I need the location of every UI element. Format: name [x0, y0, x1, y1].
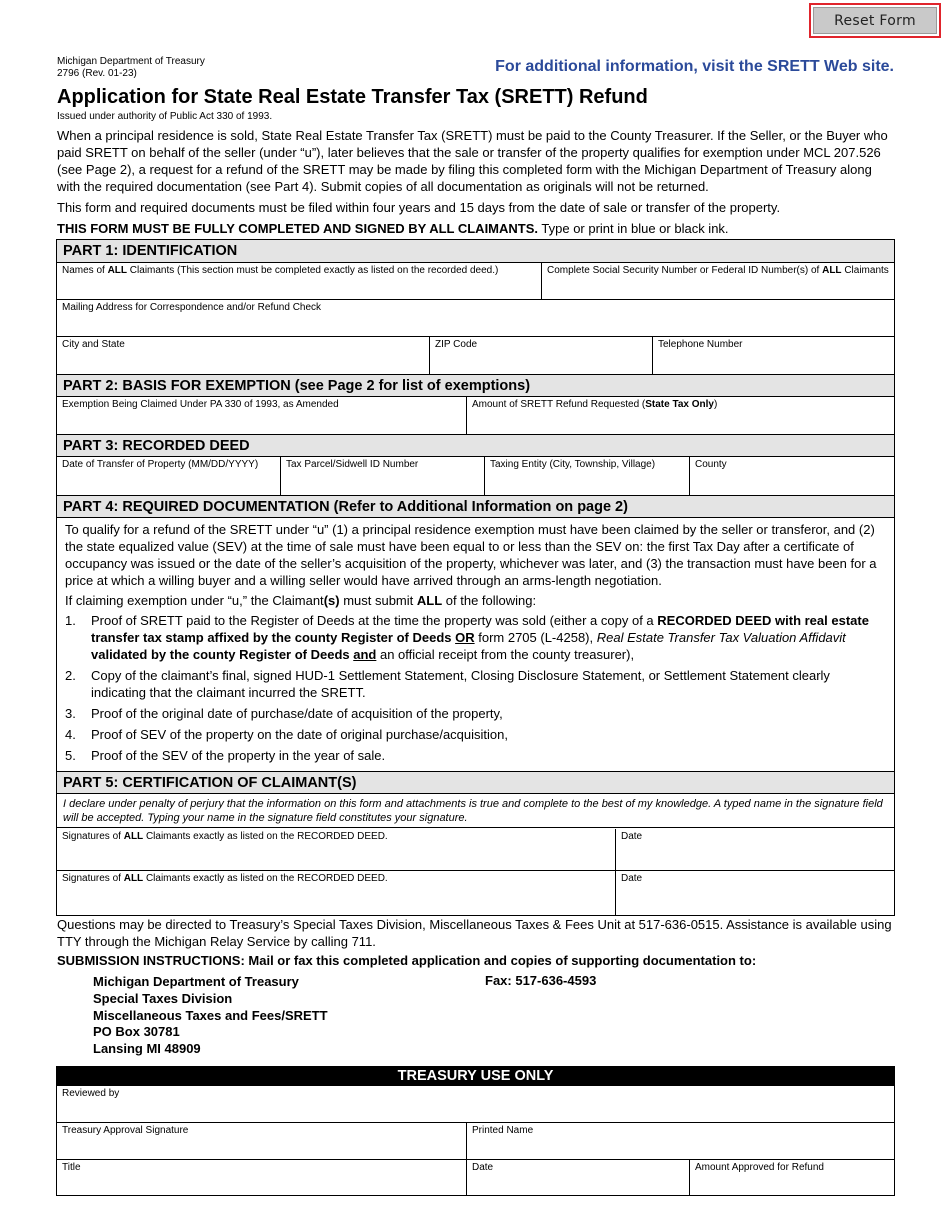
- taxing-entity-field[interactable]: [485, 457, 690, 495]
- deadline-text: This form and required documents must be filed within four years and 15 days from the date of sale or transfer of the property.: [57, 200, 781, 215]
- approval-signature-label: Treasury Approval Signature: [62, 1125, 189, 1136]
- list-item: [65, 667, 886, 701]
- list-item: [65, 726, 886, 743]
- title-field[interactable]: [57, 1160, 467, 1195]
- application-form: [56, 239, 895, 916]
- perjury-declaration: I declare under penalty of perjury that the information on this form and attachments is true and complete to the best of my knowledge. A typed name in the signature field will be accepted. Typing your name in the signature field constitutes your signature.: [57, 795, 894, 828]
- treasury-use-header: TREASURY USE ONLY: [57, 1067, 894, 1086]
- list-item: [65, 747, 886, 764]
- list-item-number: 3.: [65, 706, 76, 721]
- claim-bold: (s): [323, 593, 340, 608]
- item1-or: OR: [455, 630, 475, 645]
- refund-amount-field[interactable]: [467, 397, 894, 434]
- fax-number: Fax: 517-636-4593: [485, 973, 597, 988]
- item1-affidavit: Real Estate Transfer Tax Valuation Affidavit: [596, 630, 846, 645]
- list-item: [65, 612, 886, 663]
- claim-post: of the following:: [442, 593, 537, 608]
- city-state-field[interactable]: [57, 337, 430, 374]
- questions-contact: Questions may be directed to Treasury’s Special Taxes Division, Miscellaneous Taxes & Fees Unit at 517-636-0515. Assistance is available using TTY through the Michigan Relay Service by calling 711.: [57, 917, 892, 949]
- approval-date-label: Date: [472, 1162, 494, 1173]
- county-label: County: [695, 459, 727, 470]
- list-item-number: 2.: [65, 668, 76, 683]
- exemption-claimed-field[interactable]: [57, 397, 467, 434]
- signature-label-bold: ALL: [123, 831, 144, 842]
- part4-claim-instruction: [65, 592, 886, 609]
- signature-date-field-2[interactable]: [616, 871, 894, 915]
- part5-header: PART 5: CERTIFICATION OF CLAIMANT(S): [57, 771, 894, 794]
- list-item: [65, 705, 886, 722]
- refund-amount-label-pre: Amount of SRETT Refund Requested (: [472, 399, 646, 410]
- completion-notice: [57, 220, 897, 237]
- intro-paragraph: When a principal residence is sold, State Real Estate Transfer Tax (SRETT) must be paid to the County Treasurer. If the Seller, or the Buyer who paid SRETT on behalf of the seller (under “u”), later believes that the sale or transfer of the property qualifies for exemption under MCL 207.526 (see Page 2), a request for a refund of the SRETT may be made by filing this completed form with the Michigan Department of Treasury along with the required documentation (see Part 4). Submit copies of all documentation as originals will not be returned.: [57, 128, 888, 194]
- department-name: Michigan Department of Treasury: [57, 56, 205, 67]
- approval-date-field[interactable]: [467, 1160, 690, 1195]
- refund-amount-label-post: ): [713, 399, 718, 410]
- additional-info-link[interactable]: For additional information, visit the SRETT Web site.: [495, 58, 894, 75]
- county-field[interactable]: [690, 457, 894, 495]
- submission-instructions: SUBMISSION INSTRUCTIONS: Mail or fax this completed application and copies of supporting documentation to:: [57, 953, 757, 968]
- claimant-names-label-post: Claimants (This section must be completed exactly as listed on the recorded deed.): [127, 265, 499, 276]
- telephone-label: Telephone Number: [658, 339, 743, 350]
- part4-header: PART 4: REQUIRED DOCUMENTATION (Refer to Additional Information on page 2): [57, 495, 894, 518]
- claimant-names-label-bold: ALL: [107, 265, 128, 276]
- address-line: PO Box 30781: [93, 1024, 180, 1039]
- item1-validated: validated by the county Register of Deeds: [91, 647, 354, 662]
- claim-bold2: ALL: [416, 593, 443, 608]
- exemption-claimed-label: Exemption Being Claimed Under PA 330 of 1993, as Amended: [62, 399, 339, 410]
- part4-intro: To qualify for a refund of the SRETT under “u” (1) a principal residence exemption must have been claimed by the seller or transferor, and (2) the state equalized value (SEV) at the time of sale must have been equal to or less than the SEV on: the first Tax Day after a certificate of occupancy was issued or the date of the seller’s acquisition of the property, whichever was later, and (3) the transaction must have been for a price at which a willing buyer and a willing seller would have arrived through an arms-length negotiation.: [65, 522, 877, 588]
- reset-form-button[interactable]: [809, 3, 941, 38]
- claim-mid: must submit: [339, 593, 417, 608]
- signature-label-post: Claimants exactly as listed on the RECORDED DEED.: [143, 873, 388, 884]
- refund-amount-label-bold: State Tax Only: [645, 399, 714, 410]
- taxing-entity-label: Taxing Entity (City, Township, Village): [490, 459, 656, 470]
- item1-receipt: an official receipt from the county treasurer),: [376, 647, 635, 662]
- completion-notice-bold: THIS FORM MUST BE FULLY COMPLETED AND SIGNED BY ALL CLAIMANTS.: [57, 221, 539, 236]
- address-line: Lansing MI 48909: [93, 1041, 201, 1056]
- list-item-text: Proof of SEV of the property on the date of original purchase/acquisition,: [91, 727, 508, 742]
- signature-label-bold: ALL: [123, 873, 144, 884]
- transfer-date-label: Date of Transfer of Property (MM/DD/YYYY): [62, 459, 259, 470]
- form-number: 2796 (Rev. 01-23): [57, 68, 137, 79]
- item1-text: Proof of SRETT paid to the Register of Deeds at the time the property was sold (either a copy of a: [91, 613, 658, 628]
- city-state-label: City and State: [62, 339, 125, 350]
- signature-date-label: Date: [621, 831, 643, 842]
- documentation-list: [65, 612, 886, 764]
- mailing-address-field[interactable]: [57, 300, 894, 337]
- amount-approved-label: Amount Approved for Refund: [695, 1162, 824, 1173]
- item1-form: form 2705 (L-4258),: [474, 630, 597, 645]
- address-line: Special Taxes Division: [93, 991, 233, 1006]
- list-item-text: Copy of the claimant’s final, signed HUD-1 Settlement Statement, Closing Disclosure Statement, or Settlement Statement clearly indicating that the claimant incurred the SRETT.: [91, 668, 830, 700]
- list-item-text: Proof of the original date of purchase/date of acquisition of the property,: [91, 706, 503, 721]
- reset-form-label[interactable]: Reset Form: [813, 7, 937, 34]
- signature-label-pre: Signatures of: [62, 831, 124, 842]
- zip-code-label: ZIP Code: [435, 339, 478, 350]
- zip-code-field[interactable]: [430, 337, 653, 374]
- part2-header: PART 2: BASIS FOR EXEMPTION (see Page 2 for list of exemptions): [57, 374, 894, 397]
- signature-label-post: Claimants exactly as listed on the RECORDED DEED.: [143, 831, 388, 842]
- telephone-field[interactable]: [653, 337, 894, 374]
- item1-bold: RECORDED DEED with real estate transfer tax stamp affixed by the county Register of Deeds: [91, 613, 869, 645]
- completion-notice-rest: Type or print in blue or black ink.: [538, 221, 729, 236]
- address-line: Michigan Department of Treasury: [93, 974, 299, 989]
- reviewed-by-label: Reviewed by: [62, 1088, 120, 1099]
- claimant-signature-field[interactable]: [57, 829, 616, 871]
- ssn-label-bold: ALL: [822, 265, 842, 276]
- ssn-fein-field[interactable]: [542, 263, 894, 300]
- printed-name-label: Printed Name: [472, 1125, 534, 1136]
- parcel-id-label: Tax Parcel/Sidwell ID Number: [286, 459, 419, 470]
- address-line: Miscellaneous Taxes and Fees/SRETT: [93, 1008, 328, 1023]
- amount-approved-field[interactable]: [690, 1160, 894, 1195]
- list-item-number: 1.: [65, 613, 76, 628]
- reviewed-by-field[interactable]: [57, 1086, 894, 1123]
- page-title: Application for State Real Estate Transfer Tax (SRETT) Refund: [57, 86, 648, 108]
- treasury-use-only-section: [56, 1066, 895, 1196]
- ssn-label-post: Claimants: [841, 265, 889, 276]
- part3-header: PART 3: RECORDED DEED: [57, 434, 894, 457]
- required-documentation: [57, 519, 894, 771]
- treasury-approval-signature-field[interactable]: [57, 1123, 467, 1160]
- item1-and: and: [353, 647, 377, 662]
- claimant-names-field[interactable]: [57, 263, 542, 300]
- list-item-text: Proof of the SEV of the property in the year of sale.: [91, 748, 386, 763]
- claimant-signature-field-2[interactable]: [57, 871, 616, 915]
- claimant-names-label-pre: Names of: [62, 265, 108, 276]
- signature-label-pre: Signatures of: [62, 873, 124, 884]
- signature-date-field[interactable]: [616, 829, 894, 871]
- printed-name-field[interactable]: [467, 1123, 894, 1160]
- list-item-number: 4.: [65, 727, 76, 742]
- title-label: Title: [62, 1162, 81, 1173]
- part1-header: PART 1: IDENTIFICATION: [57, 240, 894, 263]
- parcel-id-field[interactable]: [281, 457, 485, 495]
- transfer-date-field[interactable]: [57, 457, 281, 495]
- mailing-address-label: Mailing Address for Correspondence and/or Refund Check: [62, 302, 322, 313]
- signature-date-label: Date: [621, 873, 643, 884]
- ssn-label-pre: Complete Social Security Number or Federal ID Number(s) of: [547, 265, 823, 276]
- list-item-number: 5.: [65, 748, 76, 763]
- issued-authority: Issued under authority of Public Act 330 of 1993.: [57, 111, 273, 122]
- claim-pre: If claiming exemption under “u,” the Claimant: [65, 593, 324, 608]
